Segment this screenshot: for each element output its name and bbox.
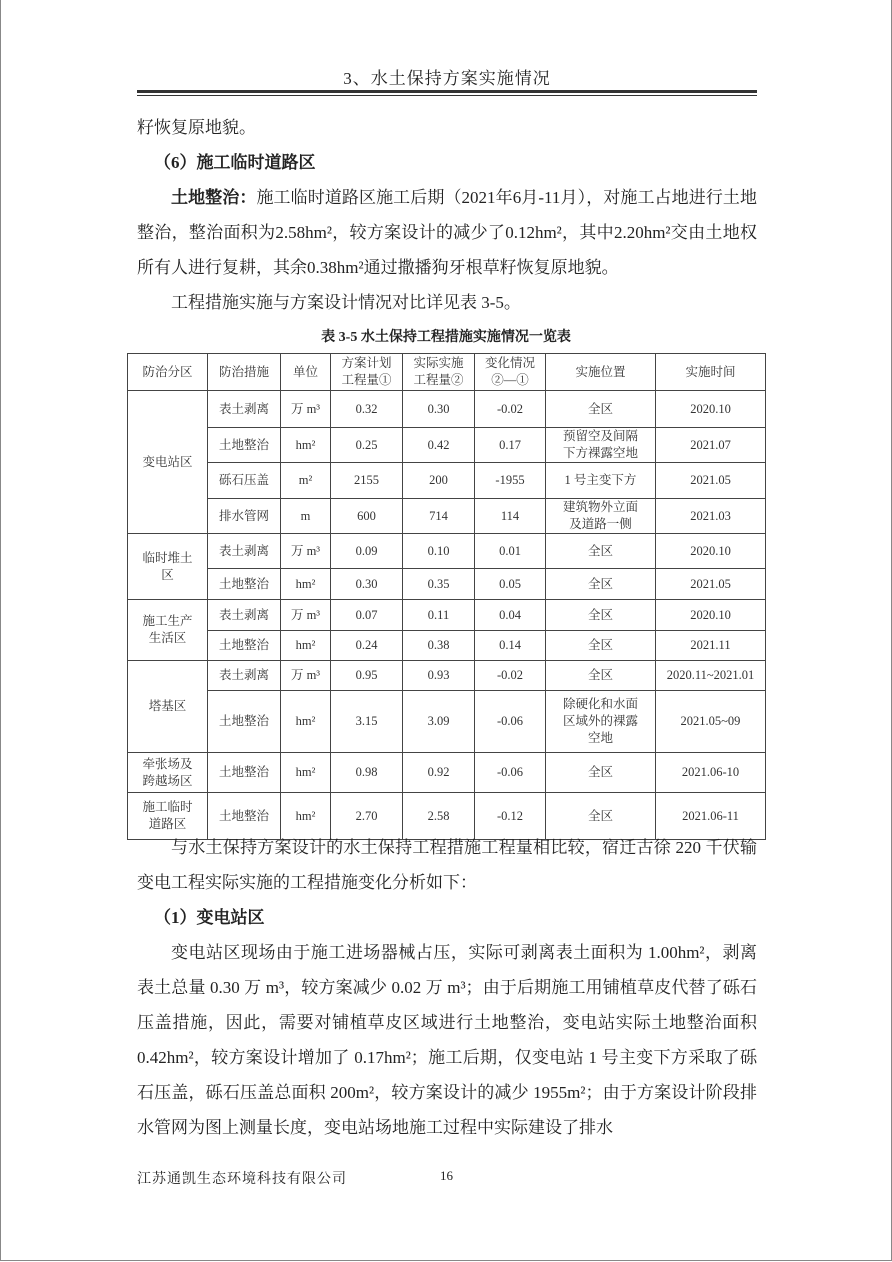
table-cell: 土地整治 <box>208 793 281 840</box>
table-cell: 表土剥离 <box>208 391 281 428</box>
table-cell: 0.10 <box>403 534 475 569</box>
column-header: 防治分区 <box>128 354 208 391</box>
paragraph: 籽恢复原地貌。 <box>137 118 256 137</box>
table-caption: 表 3-5 水土保持工程措施实施情况一览表 <box>321 330 571 345</box>
running-header: 3、水土保持方案实施情况 <box>343 69 551 88</box>
table-row <box>128 534 766 569</box>
table-cell: 2020.11~2021.01 <box>656 661 766 691</box>
table-cell: 砾石压盖 <box>208 463 281 499</box>
table-cell: 土地整治 <box>208 631 281 661</box>
table-cell: 万 m³ <box>281 600 331 631</box>
table-cell: 全区 <box>546 753 656 793</box>
table-cell: 0.09 <box>331 534 403 569</box>
table-cell: 714 <box>403 499 475 534</box>
table-cell: 600 <box>331 499 403 534</box>
table-cell: 0.95 <box>331 661 403 691</box>
table-cell: 2021.05 <box>656 569 766 600</box>
table-cell: -0.02 <box>475 391 546 428</box>
table-cell: 2020.10 <box>656 600 766 631</box>
table-cell: hm² <box>281 631 331 661</box>
header-rule <box>137 90 757 93</box>
table-cell: 2021.03 <box>656 499 766 534</box>
table-cell: hm² <box>281 569 331 600</box>
column-header: 防治措施 <box>208 354 281 391</box>
table-cell: 1 号主变下方 <box>546 463 656 499</box>
table-cell: 排水管网 <box>208 499 281 534</box>
table-cell: 0.14 <box>475 631 546 661</box>
table-cell: hm² <box>281 428 331 463</box>
table-cell: 0.11 <box>403 600 475 631</box>
table-cell: 万 m³ <box>281 661 331 691</box>
table-cell: 全区 <box>546 569 656 600</box>
table-cell: 0.04 <box>475 600 546 631</box>
zone-cell: 变电站区 <box>128 391 208 534</box>
table-cell: 0.30 <box>331 569 403 600</box>
column-header: 实际实施工程量② <box>403 354 475 391</box>
zone-cell: 施工生产生活区 <box>128 600 208 661</box>
table-row <box>128 691 766 753</box>
table-cell: 土地整治 <box>208 753 281 793</box>
table-cell: 0.32 <box>331 391 403 428</box>
table-cell: 2021.05~09 <box>656 691 766 753</box>
table-cell: 0.05 <box>475 569 546 600</box>
table-cell: m² <box>281 463 331 499</box>
section-heading: （6）施工临时道路区 <box>154 153 316 172</box>
table-cell: 全区 <box>546 600 656 631</box>
table-cell: 预留空及间隔下方裸露空地 <box>546 428 656 463</box>
table-cell: 土地整治 <box>208 691 281 753</box>
table-cell: 全区 <box>546 534 656 569</box>
table-cell: 0.92 <box>403 753 475 793</box>
page-number: 16 <box>440 1168 453 1183</box>
table-cell: 0.25 <box>331 428 403 463</box>
table-row <box>128 631 766 661</box>
table-cell: -0.06 <box>475 753 546 793</box>
table-cell: 2021.06-11 <box>656 793 766 840</box>
table-cell: 全区 <box>546 631 656 661</box>
table-row <box>128 600 766 631</box>
table-cell: -0.06 <box>475 691 546 753</box>
paragraph: 与水土保持方案设计的水土保持工程措施工程量相比较，宿迁古徐 220 千伏输变电工程实际实施的工程措施变化分析如下： <box>137 838 757 892</box>
table-cell: 万 m³ <box>281 534 331 569</box>
table-row <box>128 428 766 463</box>
column-header: 实施位置 <box>546 354 656 391</box>
table-cell: hm² <box>281 793 331 840</box>
table-cell: 万 m³ <box>281 391 331 428</box>
table-cell: hm² <box>281 691 331 753</box>
table-cell: hm² <box>281 753 331 793</box>
paragraph <box>137 180 757 285</box>
table-cell: 2021.05 <box>656 463 766 499</box>
table-cell: 0.38 <box>403 631 475 661</box>
table-cell: 200 <box>403 463 475 499</box>
table-cell: m <box>281 499 331 534</box>
table-cell: 3.15 <box>331 691 403 753</box>
zone-cell: 施工临时道路区 <box>128 793 208 840</box>
table-cell: 2021.06-10 <box>656 753 766 793</box>
table-cell: 土地整治 <box>208 569 281 600</box>
table-cell: 2.70 <box>331 793 403 840</box>
table-row <box>128 391 766 428</box>
paragraph-lead: 土地整治： <box>171 188 257 207</box>
table-cell: 表土剥离 <box>208 600 281 631</box>
table-cell: 114 <box>475 499 546 534</box>
table-cell: 3.09 <box>403 691 475 753</box>
zone-cell: 牵张场及跨越场区 <box>128 753 208 793</box>
footer-company: 江苏通凯生态环境科技有限公司 <box>137 1172 347 1187</box>
table-cell: 0.17 <box>475 428 546 463</box>
paragraph: 工程措施实施与方案设计情况对比详见表 3-5。 <box>171 293 521 312</box>
column-header: 变化情况②—① <box>475 354 546 391</box>
table-cell: 表土剥离 <box>208 534 281 569</box>
table-cell: 全区 <box>546 793 656 840</box>
table-cell: 全区 <box>546 661 656 691</box>
table-cell: 2021.11 <box>656 631 766 661</box>
table-header-row <box>128 354 766 391</box>
section-heading: （1）变电站区 <box>154 908 265 927</box>
table-row <box>128 569 766 600</box>
table-cell: 2021.07 <box>656 428 766 463</box>
table-cell: 2.58 <box>403 793 475 840</box>
paragraph-body: 施工临时道路区施工后期（2021年6月-11月），对施工占地进行土地整治，整治面积为2.58hm²，较方案设计的减少了0.12hm²，其中2.20hm²交由土地权所有人进行复耕，其余0.38hm²通过撒播狗牙根草籽恢复原地貌。 <box>137 188 758 277</box>
table-cell: 全区 <box>546 391 656 428</box>
table-row <box>128 661 766 691</box>
header-rule-thin <box>137 95 757 96</box>
zone-cell: 塔基区 <box>128 661 208 753</box>
table-row <box>128 499 766 534</box>
table-cell: 除硬化和水面区域外的裸露空地 <box>546 691 656 753</box>
table-cell: 0.07 <box>331 600 403 631</box>
table-cell: 0.98 <box>331 753 403 793</box>
table-cell: -0.02 <box>475 661 546 691</box>
column-header: 实施时间 <box>656 354 766 391</box>
table-cell: -1955 <box>475 463 546 499</box>
column-header: 方案计划工程量① <box>331 354 403 391</box>
table-cell: 表土剥离 <box>208 661 281 691</box>
table-cell: -0.12 <box>475 793 546 840</box>
zone-cell: 临时堆土区 <box>128 534 208 600</box>
measures-table <box>127 353 766 840</box>
paragraph: 变电站区现场由于施工进场器械占压，实际可剥离表土面积为 1.00hm²，剥离表土总量 0.30 万 m³，较方案减少 0.02 万 m³；由于后期施工用铺植草皮代替了砾石压盖措施，因此，需要对铺植草皮区域进行土地整治，变电站实际土地整治面积 0.42hm²，较方案设计增加了 0.17hm²；施工后期，仅变电站 1 号主变下方采取了砾石压盖，砾石压盖总面积 200m²，较方案设计的减少 1955m²；由于方案设计阶段排水管网为图上测量长度，变电站场地施工过程中实际建设了排水 <box>137 943 757 1137</box>
table-cell: 2020.10 <box>656 391 766 428</box>
table-cell: 建筑物外立面及道路一侧 <box>546 499 656 534</box>
table-cell: 2020.10 <box>656 534 766 569</box>
table-cell: 0.42 <box>403 428 475 463</box>
column-header: 单位 <box>281 354 331 391</box>
table-row <box>128 753 766 793</box>
table-cell: 0.30 <box>403 391 475 428</box>
table-cell: 0.35 <box>403 569 475 600</box>
table-cell: 0.24 <box>331 631 403 661</box>
table-cell: 2155 <box>331 463 403 499</box>
table-row <box>128 463 766 499</box>
table-cell: 0.01 <box>475 534 546 569</box>
table-cell: 土地整治 <box>208 428 281 463</box>
table-cell: 0.93 <box>403 661 475 691</box>
